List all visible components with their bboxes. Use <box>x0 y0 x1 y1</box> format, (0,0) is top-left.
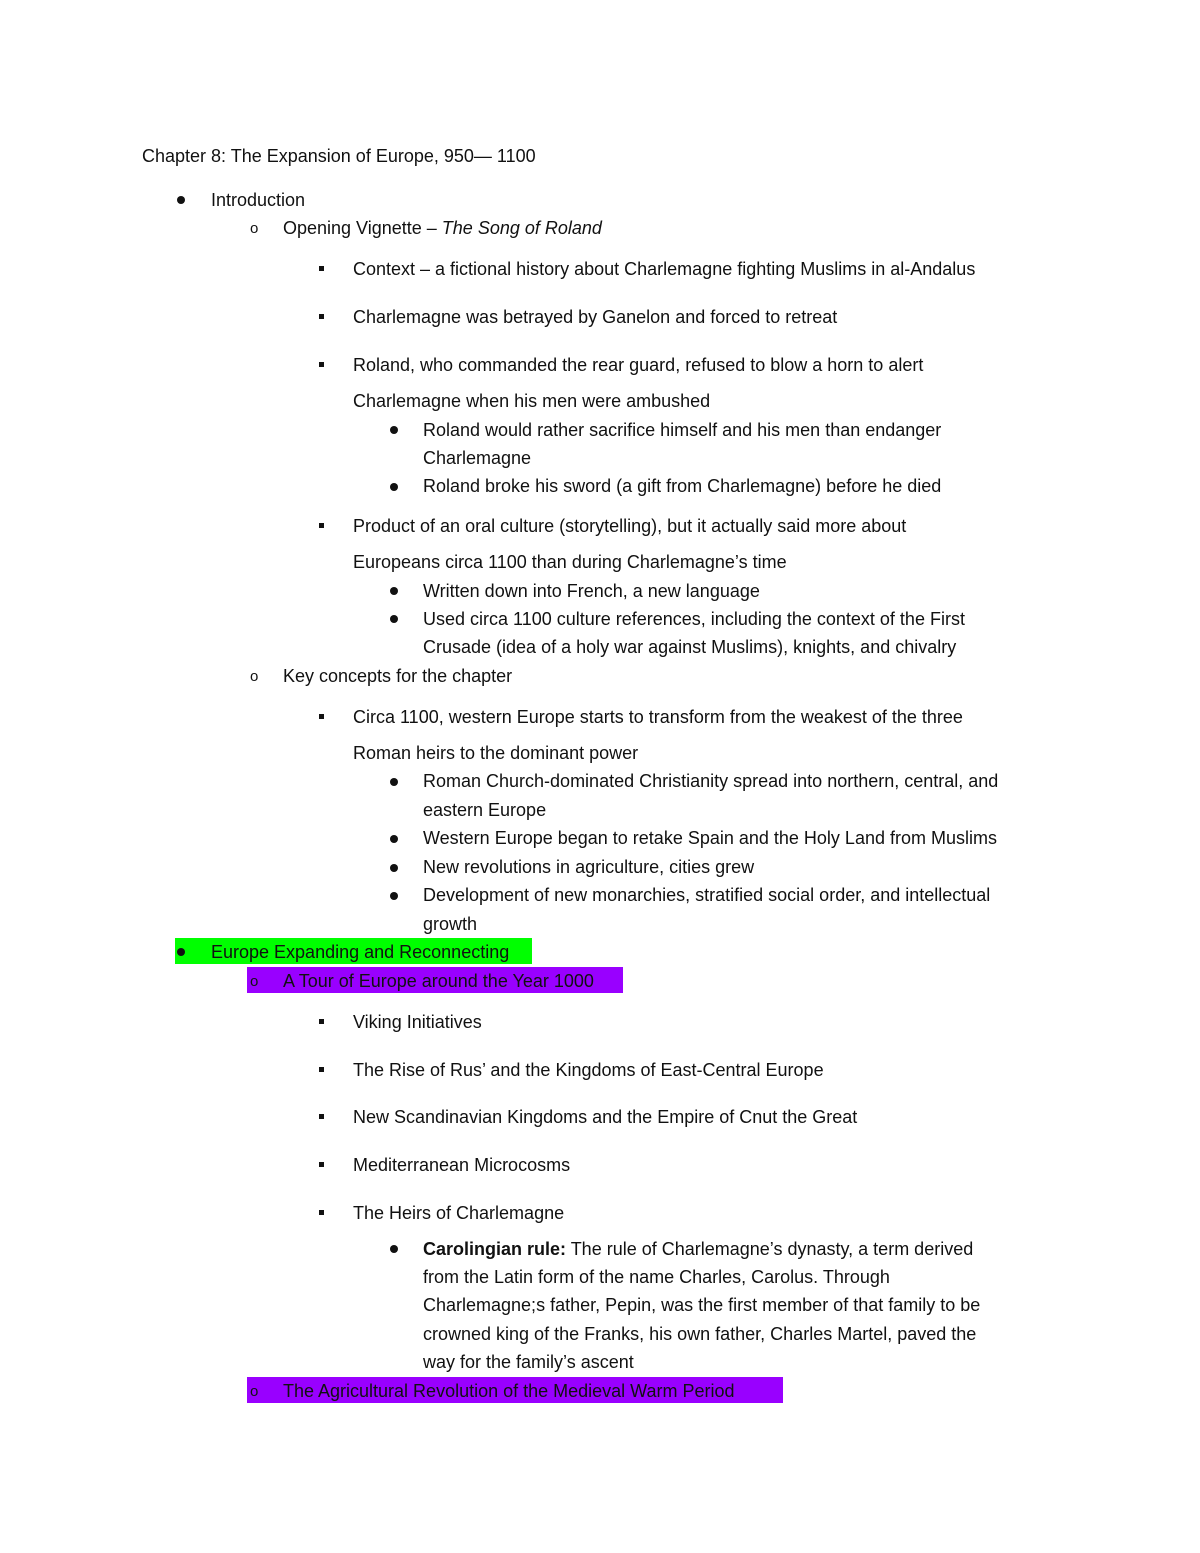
square-bullet <box>319 266 324 271</box>
square-bullet <box>319 1210 324 1215</box>
square-bullet <box>319 1162 324 1167</box>
bullet-dot <box>390 483 398 491</box>
list-item: Charlemagne was betrayed by Ganelon and forced to retreat <box>353 307 838 327</box>
list-item-continued: crowned king of the Franks, his own father, Charles Martel, paved the <box>423 1324 977 1344</box>
bullet-dot <box>177 948 185 956</box>
sub-bullet: o <box>250 973 259 990</box>
list-item: Roland broke his sword (a gift from Charlemagne) before he died <box>423 476 942 496</box>
bullet-dot <box>390 615 398 623</box>
bullet-dot <box>390 426 398 434</box>
list-item-continued: way for the family’s ascent <box>423 1352 634 1372</box>
list-item-continued: Roman heirs to the dominant power <box>353 743 639 763</box>
bullet-dot <box>390 778 398 786</box>
tour-of-europe: A Tour of Europe around the Year 1000 <box>283 971 594 991</box>
list-item: Viking Initiatives <box>353 1012 482 1032</box>
list-item: The Heirs of Charlemagne <box>353 1203 565 1223</box>
list-item-continued: growth <box>423 914 478 934</box>
list-item-continued: eastern Europe <box>423 800 547 820</box>
list-item-continued: Charlemagne <box>423 448 532 468</box>
bullet-dot <box>390 892 398 900</box>
key-concepts: Key concepts for the chapter <box>283 666 513 686</box>
bullet-dot <box>390 864 398 872</box>
list-item: Roland, who commanded the rear guard, refused to blow a horn to alert <box>353 355 924 375</box>
list-item: Circa 1100, western Europe starts to transform from the weakest of the three <box>353 707 963 727</box>
sub-bullet: o <box>250 1383 259 1400</box>
square-bullet <box>319 362 324 367</box>
sub-bullet: o <box>250 220 259 237</box>
square-bullet <box>319 314 324 319</box>
list-item-continued: Charlemagne;s father, Pepin, was the first member of that family to be <box>423 1295 981 1315</box>
list-item: Mediterranean Microcosms <box>353 1155 571 1175</box>
list-item-continued: Charlemagne when his men were ambushed <box>353 391 711 411</box>
list-item: Roland would rather sacrifice himself and his men than endanger <box>423 420 942 440</box>
sub-bullet: o <box>250 668 259 685</box>
bullet-dot <box>390 1245 398 1253</box>
list-item: Context – a fictional history about Charlemagne fighting Muslims in al-Andalus <box>353 259 976 279</box>
list-item: Written down into French, a new language <box>423 581 760 601</box>
opening-vignette <box>283 217 602 239</box>
agricultural-revolution: The Agricultural Revolution of the Medieval Warm Period <box>283 1381 735 1401</box>
list-item-continued: Europeans circa 1100 than during Charlemagne’s time <box>353 552 787 572</box>
page-title: Chapter 8: The Expansion of Europe, 950— 1100 <box>142 146 536 166</box>
list-item: New revolutions in agriculture, cities grew <box>423 857 755 877</box>
opening-vignette-title: The Song of Roland <box>441 218 602 238</box>
list-item: Western Europe began to retake Spain and the Holy Land from Muslims <box>423 828 997 848</box>
list-item: New Scandinavian Kingdoms and the Empire of Cnut the Great <box>353 1107 858 1127</box>
list-item: Product of an oral culture (storytelling), but it actually said more about <box>353 516 907 536</box>
list-item: Used circa 1100 culture references, including the context of the First <box>423 609 965 629</box>
section-introduction: Introduction <box>211 190 306 210</box>
list-item-continued: from the Latin form of the name Charles, Carolus. Through <box>423 1267 890 1287</box>
carolingian-item <box>423 1238 973 1260</box>
square-bullet <box>319 1019 324 1024</box>
square-bullet <box>319 523 324 528</box>
square-bullet <box>319 1114 324 1119</box>
carolingian-term: Carolingian rule: <box>423 1239 567 1259</box>
list-item: Development of new monarchies, stratified social order, and intellectual <box>423 885 991 905</box>
section-europe-expanding: Europe Expanding and Reconnecting <box>211 942 510 962</box>
square-bullet <box>319 714 324 719</box>
bullet-dot <box>390 587 398 595</box>
list-item-continued: Crusade (idea of a holy war against Muslims), knights, and chivalry <box>423 637 957 657</box>
bullet-dot <box>390 835 398 843</box>
bullet-dot <box>177 196 185 204</box>
opening-vignette-prefix: Opening Vignette – <box>283 218 442 238</box>
carolingian-definition: The rule of Charlemagne’s dynasty, a term derived <box>566 1239 974 1259</box>
list-item: The Rise of Rus’ and the Kingdoms of East-Central Europe <box>353 1060 824 1080</box>
square-bullet <box>319 1067 324 1072</box>
list-item: Roman Church-dominated Christianity spread into northern, central, and <box>423 771 999 791</box>
